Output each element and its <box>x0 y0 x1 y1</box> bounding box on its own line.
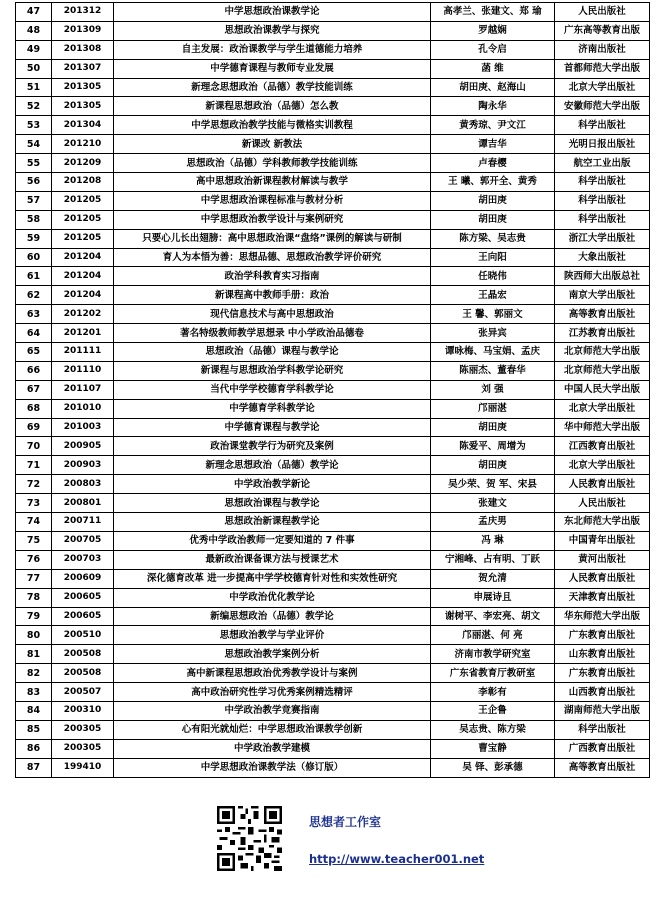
table-row <box>16 361 650 380</box>
book-title-cell: 中学政治教学建模 <box>114 739 431 758</box>
book-title-cell: 政治学科教育实习指南 <box>114 267 431 286</box>
book-title-cell: 中学思想政治课教学法（修订版） <box>114 758 431 777</box>
table-row <box>16 664 650 683</box>
table-row <box>16 531 650 550</box>
publisher-cell: 东北师范大学出版 <box>555 513 650 532</box>
publish-date-cell: 201204 <box>52 248 114 267</box>
row-number-cell: 64 <box>16 324 52 343</box>
book-title-cell: 新课程高中教师手册：政治 <box>114 286 431 305</box>
publisher-cell: 陕西师大出版总社 <box>555 267 650 286</box>
publisher-cell: 人民出版社 <box>555 494 650 513</box>
book-title-cell: 自主发展：政治课教学与学生道德能力培养 <box>114 40 431 59</box>
author-cell: 谢树平、李宏亮、胡文 <box>431 607 555 626</box>
author-cell: 陈丽杰、董春华 <box>431 361 555 380</box>
book-title-cell: 中学思想政治教学设计与案例研究 <box>114 210 431 229</box>
row-number-cell: 86 <box>16 739 52 758</box>
row-number-cell: 81 <box>16 645 52 664</box>
publisher-cell: 天津教育出版社 <box>555 588 650 607</box>
publisher-cell: 黄河出版社 <box>555 550 650 569</box>
row-number-cell: 77 <box>16 569 52 588</box>
publisher-cell: 航空工业出版 <box>555 154 650 173</box>
publish-date-cell: 200801 <box>52 494 114 513</box>
author-cell: 卢春樱 <box>431 154 555 173</box>
row-number-cell: 57 <box>16 191 52 210</box>
publisher-cell: 山东教育出版社 <box>555 645 650 664</box>
book-title-cell: 优秀中学政治教师一定要知道的 7 件事 <box>114 531 431 550</box>
row-number-cell: 63 <box>16 305 52 324</box>
author-cell: 宁湘峰、占有明、丁跃 <box>431 550 555 569</box>
book-title-cell: 新理念思想政治（品德）教学论 <box>114 456 431 475</box>
website-link[interactable]: http://www.teacher001.net <box>309 852 485 866</box>
book-title-cell: 中学德育课程与教学论 <box>114 418 431 437</box>
publish-date-cell: 201209 <box>52 154 114 173</box>
table-row <box>16 248 650 267</box>
publisher-cell: 高等教育出版社 <box>555 305 650 324</box>
book-title-cell: 思想政治课程与教学论 <box>114 494 431 513</box>
publish-date-cell: 201210 <box>52 135 114 154</box>
author-cell: 济南市教学研究室 <box>431 645 555 664</box>
publisher-cell: 安徽师范大学出版 <box>555 97 650 116</box>
row-number-cell: 47 <box>16 3 52 22</box>
row-number-cell: 55 <box>16 154 52 173</box>
publish-date-cell: 201107 <box>52 380 114 399</box>
author-cell: 王向阳 <box>431 248 555 267</box>
publish-date-cell: 201205 <box>52 210 114 229</box>
publisher-cell: 广东教育出版社 <box>555 664 650 683</box>
publish-date-cell: 201205 <box>52 229 114 248</box>
row-number-cell: 52 <box>16 97 52 116</box>
author-cell: 黄秀琼、尹文江 <box>431 116 555 135</box>
row-number-cell: 56 <box>16 173 52 192</box>
row-number-cell: 69 <box>16 418 52 437</box>
table-row <box>16 437 650 456</box>
row-number-cell: 65 <box>16 343 52 362</box>
author-cell: 胡田庚 <box>431 456 555 475</box>
table-row <box>16 343 650 362</box>
table-row <box>16 494 650 513</box>
publisher-cell: 科学出版社 <box>555 173 650 192</box>
book-title-cell: 新编思想政治（品德）教学论 <box>114 607 431 626</box>
publisher-cell: 济南出版社 <box>555 40 650 59</box>
author-cell: 王企鲁 <box>431 701 555 720</box>
row-number-cell: 60 <box>16 248 52 267</box>
author-cell: 吴 铎、彭承德 <box>431 758 555 777</box>
publisher-cell: 人民出版社 <box>555 3 650 22</box>
table-row <box>16 588 650 607</box>
author-cell: 申展诗且 <box>431 588 555 607</box>
publish-date-cell: 200305 <box>52 720 114 739</box>
publish-date-cell: 200507 <box>52 683 114 702</box>
book-title-cell: 高中思想政治新课程教材解读与教学 <box>114 173 431 192</box>
publish-date-cell: 201305 <box>52 78 114 97</box>
publisher-cell: 北京大学出版社 <box>555 78 650 97</box>
table-row <box>16 97 650 116</box>
book-title-cell: 中学思想政治课教学论 <box>114 3 431 22</box>
table-row <box>16 550 650 569</box>
book-title-cell: 著名特级教师教学思想录 中小学政治品德卷 <box>114 324 431 343</box>
publisher-cell: 华中师范大学出版 <box>555 418 650 437</box>
table-row <box>16 154 650 173</box>
publisher-cell: 首都师范大学出版 <box>555 59 650 78</box>
book-title-cell: 当代中学学校德育学科教学论 <box>114 380 431 399</box>
author-cell: 罗越娴 <box>431 21 555 40</box>
studio-name: 思想者工作室 <box>309 815 382 829</box>
table-row <box>16 59 650 78</box>
author-cell: 谭吉华 <box>431 135 555 154</box>
book-title-cell: 现代信息技术与高中思想政治 <box>114 305 431 324</box>
author-cell: 高孝兰、张建文、郑 瑜 <box>431 3 555 22</box>
book-title-cell: 新理念思想政治（品德）教学技能训练 <box>114 78 431 97</box>
publisher-cell: 南京大学出版社 <box>555 286 650 305</box>
author-cell: 孔令启 <box>431 40 555 59</box>
table-row <box>16 324 650 343</box>
row-number-cell: 58 <box>16 210 52 229</box>
book-title-cell: 中学思想政治课程标准与教材分析 <box>114 191 431 210</box>
table-row <box>16 305 650 324</box>
publish-date-cell: 201205 <box>52 191 114 210</box>
author-cell: 曹宝静 <box>431 739 555 758</box>
author-cell: 张异宾 <box>431 324 555 343</box>
publisher-cell: 华东师范大学出版 <box>555 607 650 626</box>
publish-date-cell: 200903 <box>52 456 114 475</box>
table-row <box>16 173 650 192</box>
row-number-cell: 70 <box>16 437 52 456</box>
author-cell: 李彰有 <box>431 683 555 702</box>
publish-date-cell: 200705 <box>52 531 114 550</box>
publish-date-cell: 200310 <box>52 701 114 720</box>
publisher-cell: 广东教育出版社 <box>555 626 650 645</box>
publisher-cell: 中国青年出版社 <box>555 531 650 550</box>
publish-date-cell: 200609 <box>52 569 114 588</box>
publish-date-cell: 200803 <box>52 475 114 494</box>
table-row <box>16 701 650 720</box>
author-cell: 王 馨、郭丽文 <box>431 305 555 324</box>
publish-date-cell: 201308 <box>52 40 114 59</box>
author-cell: 邝丽湛、何 亮 <box>431 626 555 645</box>
publish-date-cell: 201309 <box>52 21 114 40</box>
publish-date-cell: 201201 <box>52 324 114 343</box>
publish-date-cell: 201202 <box>52 305 114 324</box>
publish-date-cell: 200508 <box>52 664 114 683</box>
book-title-cell: 中学德育课程与教师专业发展 <box>114 59 431 78</box>
author-cell: 胡田庚 <box>431 418 555 437</box>
row-number-cell: 48 <box>16 21 52 40</box>
book-list-table <box>15 2 650 778</box>
publisher-cell: 人民教育出版社 <box>555 569 650 588</box>
table-row <box>16 607 650 626</box>
table-row <box>16 3 650 22</box>
table-row <box>16 513 650 532</box>
table-row <box>16 78 650 97</box>
publish-date-cell: 201003 <box>52 418 114 437</box>
footer <box>217 806 637 876</box>
author-cell: 孟庆男 <box>431 513 555 532</box>
table-row <box>16 286 650 305</box>
row-number-cell: 50 <box>16 59 52 78</box>
row-number-cell: 67 <box>16 380 52 399</box>
book-title-cell: 思想政治教学案例分析 <box>114 645 431 664</box>
row-number-cell: 85 <box>16 720 52 739</box>
publish-date-cell: 199410 <box>52 758 114 777</box>
row-number-cell: 61 <box>16 267 52 286</box>
author-cell: 吴少荣、贺 军、宋县 <box>431 475 555 494</box>
row-number-cell: 74 <box>16 513 52 532</box>
author-cell: 胡田庚、赵海山 <box>431 78 555 97</box>
publisher-cell: 浙江大学出版社 <box>555 229 650 248</box>
publisher-cell: 科学出版社 <box>555 720 650 739</box>
author-cell: 王 曦、郭开全、黄秀 <box>431 173 555 192</box>
publish-date-cell: 201204 <box>52 286 114 305</box>
row-number-cell: 87 <box>16 758 52 777</box>
publish-date-cell: 201312 <box>52 3 114 22</box>
author-cell: 胡田庚 <box>431 191 555 210</box>
publisher-cell: 科学出版社 <box>555 210 650 229</box>
author-cell: 邝丽湛 <box>431 399 555 418</box>
table-row <box>16 739 650 758</box>
publish-date-cell: 200305 <box>52 739 114 758</box>
book-title-cell: 中学思想政治教学技能与微格实训教程 <box>114 116 431 135</box>
table-row <box>16 267 650 286</box>
publisher-cell: 山西教育出版社 <box>555 683 650 702</box>
table-row <box>16 116 650 135</box>
publish-date-cell: 201110 <box>52 361 114 380</box>
author-cell: 胡田庚 <box>431 210 555 229</box>
book-title-cell: 高中新课程思想政治优秀教学设计与案例 <box>114 664 431 683</box>
author-cell: 陈爱平、周增为 <box>431 437 555 456</box>
publish-date-cell: 201204 <box>52 267 114 286</box>
publish-date-cell: 201111 <box>52 343 114 362</box>
table-row <box>16 399 650 418</box>
publish-date-cell: 201305 <box>52 97 114 116</box>
row-number-cell: 76 <box>16 550 52 569</box>
book-title-cell: 思想政治教学与学业评价 <box>114 626 431 645</box>
publish-date-cell: 200510 <box>52 626 114 645</box>
publish-date-cell: 201010 <box>52 399 114 418</box>
author-cell: 广东省教育厅教研室 <box>431 664 555 683</box>
table-row <box>16 626 650 645</box>
publisher-cell: 湖南师范大学出版 <box>555 701 650 720</box>
table-row <box>16 380 650 399</box>
publish-date-cell: 201307 <box>52 59 114 78</box>
author-cell: 王晶宏 <box>431 286 555 305</box>
row-number-cell: 72 <box>16 475 52 494</box>
book-title-cell: 新课程与思想政治学科教学论研究 <box>114 361 431 380</box>
row-number-cell: 79 <box>16 607 52 626</box>
publisher-cell: 高等教育出版社 <box>555 758 650 777</box>
row-number-cell: 66 <box>16 361 52 380</box>
publisher-cell: 大象出版社 <box>555 248 650 267</box>
publisher-cell: 科学出版社 <box>555 191 650 210</box>
row-number-cell: 62 <box>16 286 52 305</box>
book-title-cell: 思想政治新课程教学论 <box>114 513 431 532</box>
table-row <box>16 21 650 40</box>
publisher-cell: 江苏教育出版社 <box>555 324 650 343</box>
table-row <box>16 191 650 210</box>
publish-date-cell: 200711 <box>52 513 114 532</box>
table-row <box>16 418 650 437</box>
author-cell: 冯 琳 <box>431 531 555 550</box>
table-row <box>16 40 650 59</box>
row-number-cell: 75 <box>16 531 52 550</box>
publish-date-cell: 200605 <box>52 607 114 626</box>
publisher-cell: 北京师范大学出版 <box>555 361 650 380</box>
publish-date-cell: 200605 <box>52 588 114 607</box>
book-title-cell: 新课改 新教法 <box>114 135 431 154</box>
row-number-cell: 53 <box>16 116 52 135</box>
publish-date-cell: 200703 <box>52 550 114 569</box>
author-cell: 陈方梁、吴志贵 <box>431 229 555 248</box>
table-row <box>16 456 650 475</box>
publish-date-cell: 200508 <box>52 645 114 664</box>
table-row <box>16 210 650 229</box>
book-title-cell: 深化德育改革 进一步提高中学学校德育针对性和实效性研究 <box>114 569 431 588</box>
book-title-cell: 思想政治（品德）课程与教学论 <box>114 343 431 362</box>
author-cell: 张建文 <box>431 494 555 513</box>
row-number-cell: 78 <box>16 588 52 607</box>
author-cell: 贺允清 <box>431 569 555 588</box>
book-title-cell: 思想政治课教学与探究 <box>114 21 431 40</box>
book-title-cell: 心有阳光就灿烂：中学思想政治课教学创新 <box>114 720 431 739</box>
publisher-cell: 北京大学出版社 <box>555 456 650 475</box>
row-number-cell: 51 <box>16 78 52 97</box>
row-number-cell: 68 <box>16 399 52 418</box>
row-number-cell: 82 <box>16 664 52 683</box>
row-number-cell: 49 <box>16 40 52 59</box>
author-cell: 刘 强 <box>431 380 555 399</box>
row-number-cell: 83 <box>16 683 52 702</box>
qr-code-icon[interactable] <box>217 806 282 871</box>
table-row <box>16 569 650 588</box>
row-number-cell: 71 <box>16 456 52 475</box>
publisher-cell: 广西教育出版社 <box>555 739 650 758</box>
publisher-cell: 科学出版社 <box>555 116 650 135</box>
row-number-cell: 54 <box>16 135 52 154</box>
table-row <box>16 758 650 777</box>
book-title-cell: 中学政治优化教学论 <box>114 588 431 607</box>
table-row <box>16 135 650 154</box>
publisher-cell: 光明日报出版社 <box>555 135 650 154</box>
publisher-cell: 北京大学出版社 <box>555 399 650 418</box>
book-title-cell: 中学政治教学新论 <box>114 475 431 494</box>
book-title-cell: 思想政治（品德）学科教师教学技能训练 <box>114 154 431 173</box>
book-title-cell: 政治课堂教学行为研究及案例 <box>114 437 431 456</box>
publisher-cell: 中国人民大学出版 <box>555 380 650 399</box>
author-cell: 菡 维 <box>431 59 555 78</box>
publish-date-cell: 200905 <box>52 437 114 456</box>
row-number-cell: 80 <box>16 626 52 645</box>
book-title-cell: 育人为本悟为善：思想品德、思想政治教学评价研究 <box>114 248 431 267</box>
table-row <box>16 645 650 664</box>
author-cell: 谭咏梅、马宝娟、孟庆 <box>431 343 555 362</box>
author-cell: 陶永华 <box>431 97 555 116</box>
row-number-cell: 73 <box>16 494 52 513</box>
book-title-cell: 中学德育学科教学论 <box>114 399 431 418</box>
row-number-cell: 84 <box>16 701 52 720</box>
author-cell: 吴志贵、陈方梁 <box>431 720 555 739</box>
author-cell: 任晓伟 <box>431 267 555 286</box>
publisher-cell: 江西教育出版社 <box>555 437 650 456</box>
row-number-cell: 59 <box>16 229 52 248</box>
table-row <box>16 720 650 739</box>
book-title-cell: 新课程思想政治（品德）怎么教 <box>114 97 431 116</box>
publisher-cell: 人民教育出版社 <box>555 475 650 494</box>
table-row <box>16 475 650 494</box>
publisher-cell: 北京师范大学出版 <box>555 343 650 362</box>
book-title-cell: 只要心儿长出翅膀：高中思想政治课“盘络”课例的解读与研制 <box>114 229 431 248</box>
table-row <box>16 229 650 248</box>
publish-date-cell: 201208 <box>52 173 114 192</box>
table-row <box>16 683 650 702</box>
publish-date-cell: 201304 <box>52 116 114 135</box>
book-title-cell: 最新政治课备课方法与授课艺术 <box>114 550 431 569</box>
publisher-cell: 广东高等教育出版 <box>555 21 650 40</box>
book-title-cell: 高中政治研究性学习优秀案例精选精评 <box>114 683 431 702</box>
book-title-cell: 中学政治教学竞赛指南 <box>114 701 431 720</box>
